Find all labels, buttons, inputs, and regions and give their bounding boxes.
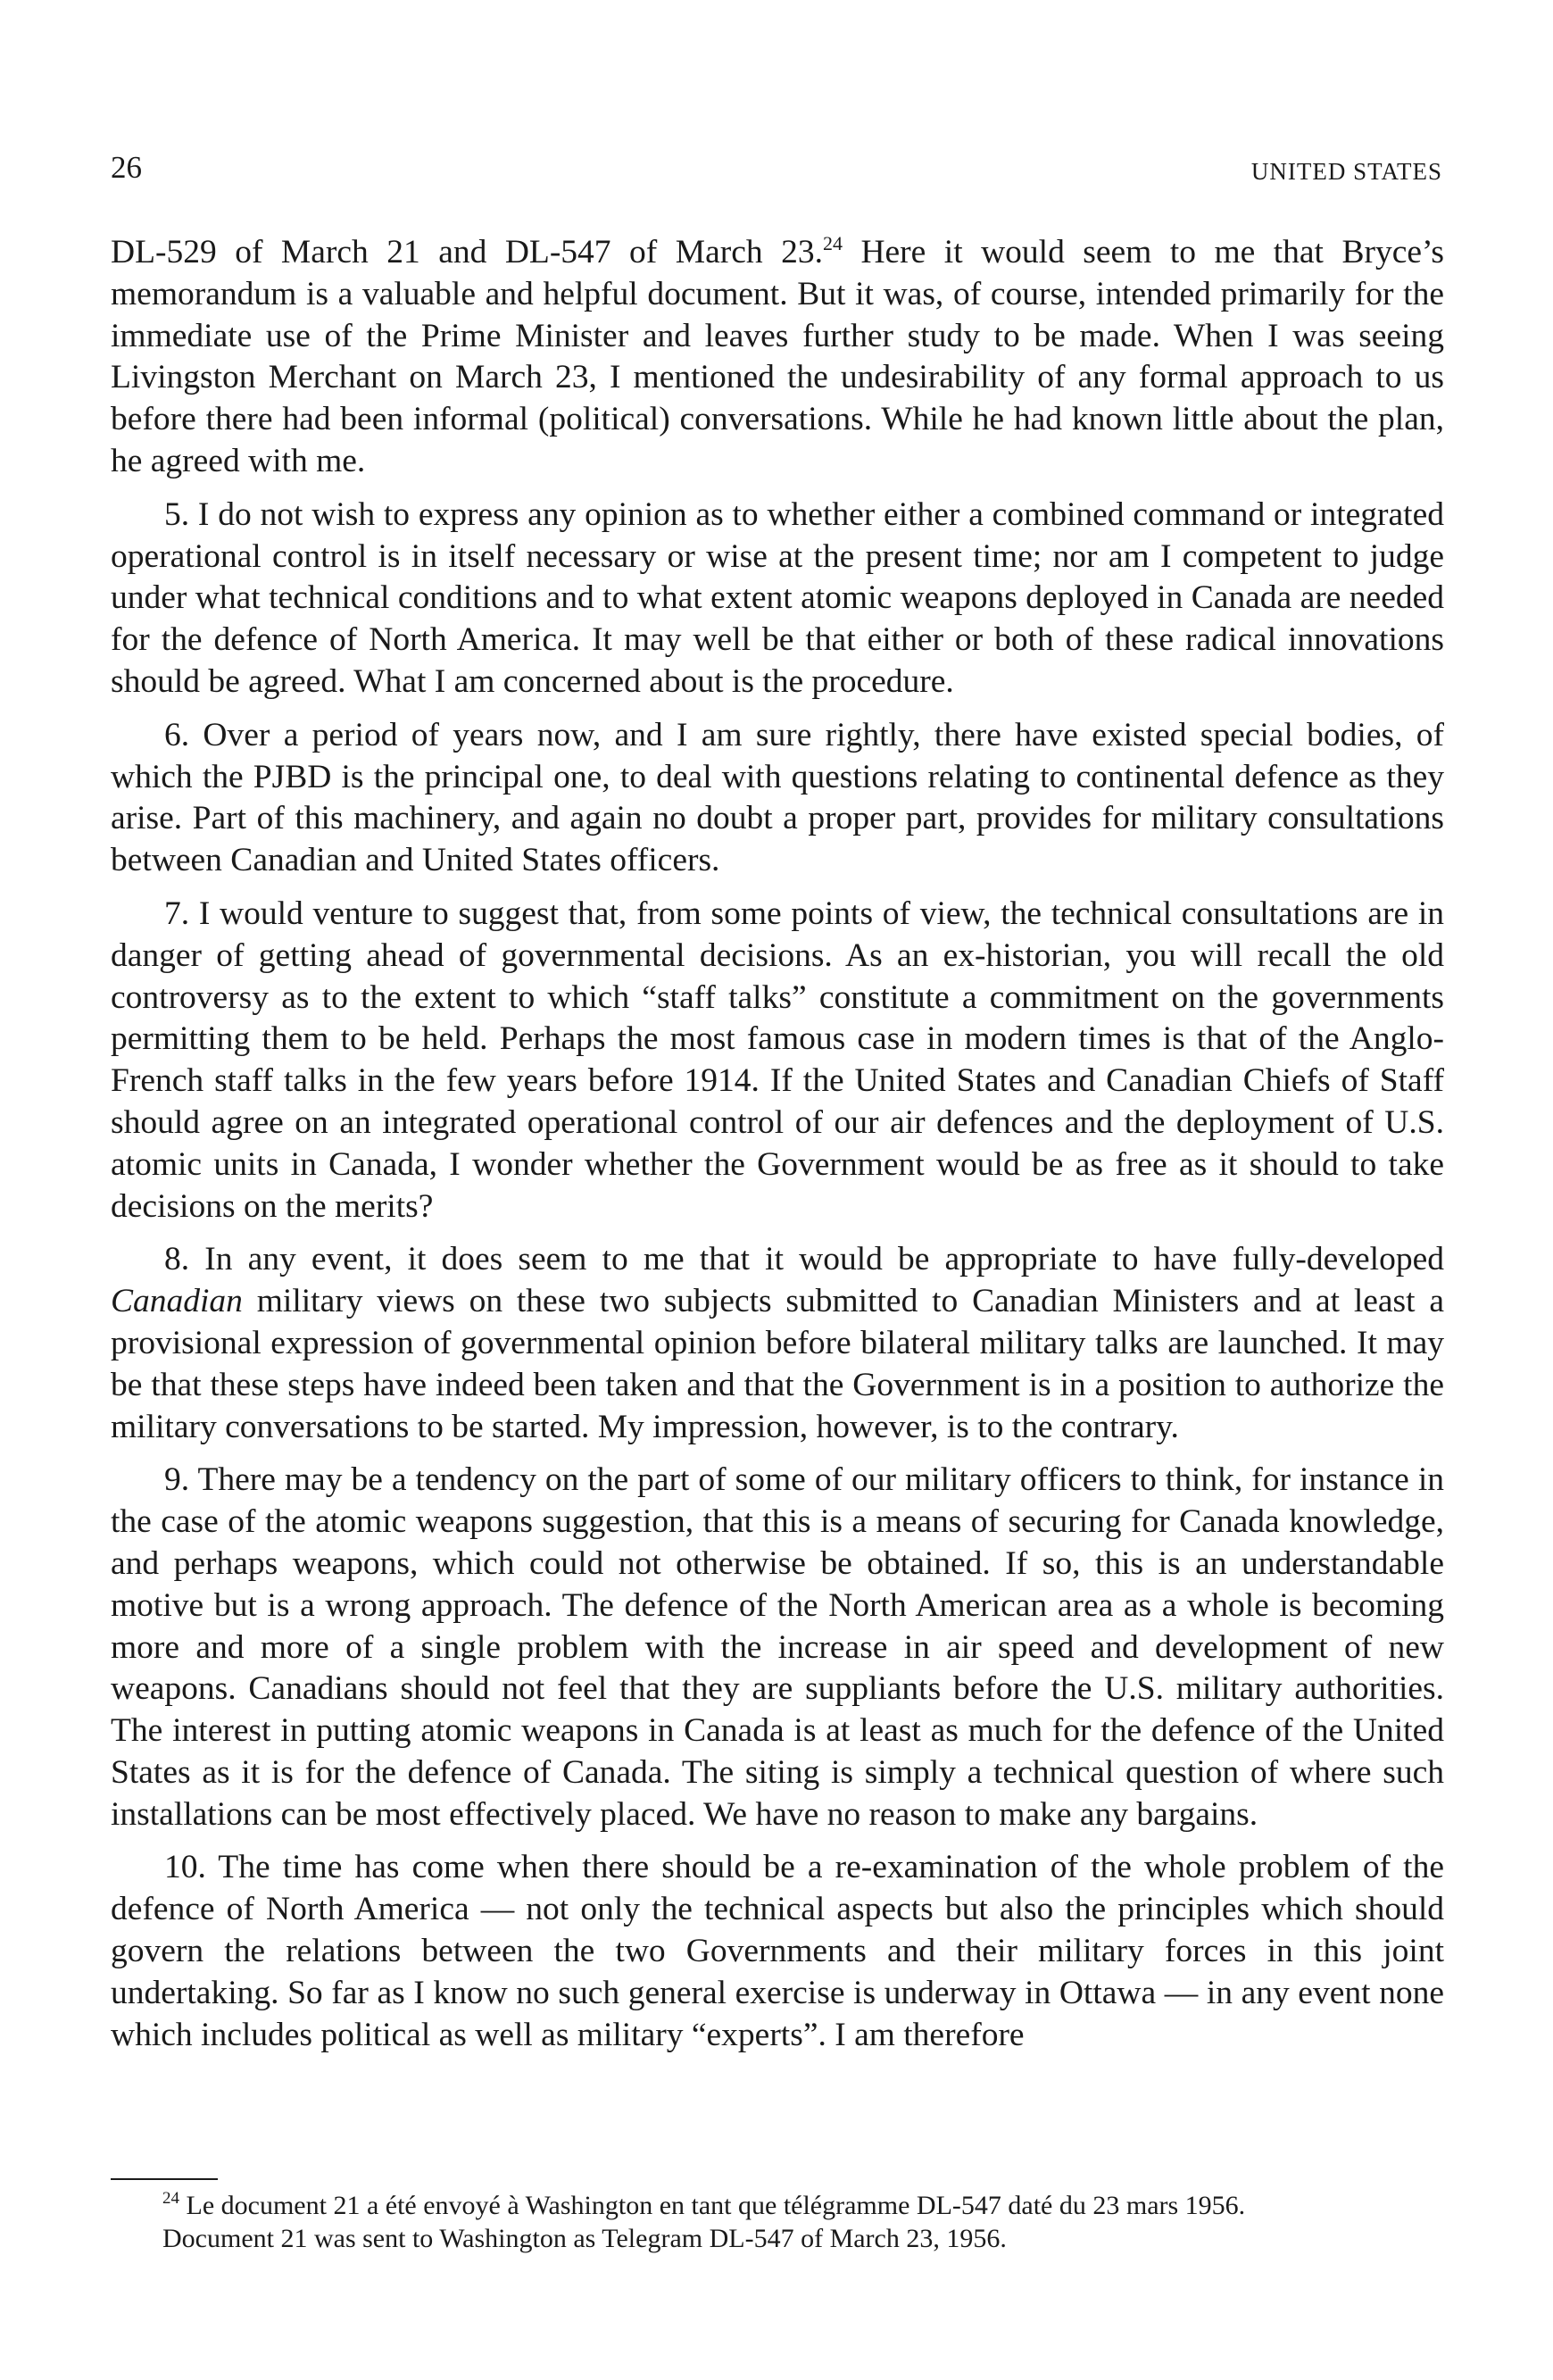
footnote-text: Le document 21 a été envoyé à Washington en tant que télégramme DL-547 daté du 23 mars 1956.	[186, 2191, 1246, 2220]
footnote-ref[interactable]: 24	[822, 232, 843, 254]
emphasis-canadian: Canadian	[111, 1283, 243, 1320]
paragraph-text: DL-529 of March 21 and DL-547 of March 23.	[111, 234, 823, 270]
paragraph-4-continued	[111, 232, 1444, 483]
paragraph-text: military views on these two subjects submitted to Canadian Ministers and at least a provisional expression of governmental opinion before bilateral military talks are launched. It may be that these steps have indeed been taken and that the Government is in a position to authorize the military conversations to be started. My impression, however, is to the contrary.	[111, 1283, 1444, 1445]
page-number: 26	[111, 150, 142, 185]
paragraph-text: Here it would seem to me that Bryce’s memorandum is a valuable and helpful document. But it was, of course, intended primarily for the immediate use of the Prime Minister and leaves further study to be made. When I was seeing Livingston Merchant on March 23, I mentioned the undesirability of any formal approach to us before there had been informal (political) conversations. While he had known little about the plan, he agreed with me.	[111, 234, 1445, 479]
paragraph-8	[111, 1239, 1444, 1448]
paragraph-7: 7. I would venture to suggest that, from some points of view, the technical consultations are in danger of getting ahead of governmental decisions. As an ex-historian, you will recall the old controversy as to the extent to which “staff talks” constitute a commitment on the governments permitting them to be held. Perhaps the most famous case in modern times is that of the Anglo-French staff talks in the few years before 1914. If the United States and Canadian Chiefs of Staff should agree on an integrated operational control of our air defences and the deployment of U.S. atomic units in Canada, I wonder whether the Government would be as free as it should to take decisions on the merits?	[111, 895, 1444, 1225]
paragraph-5: 5. I do not wish to express any opinion as to whether either a combined command or integrated operational control is in itself necessary or wise at the present time; nor am I competent to judge under what technical conditions and to what extent atomic weapons deployed in Canada are needed for the defence of North America. It may well be that either or both of these radical innovations should be agreed. What I am concerned about is the procedure.	[111, 495, 1444, 700]
footnote-24-french	[111, 2189, 1444, 2222]
footnote-divider	[111, 2178, 218, 2180]
body-text	[111, 232, 1444, 2068]
paragraph-6: 6. Over a period of years now, and I am sure rightly, there have existed special bodies, of which the PJBD is the principal one, to deal with questions relating to continental defence as they arise. Part of this machinery, and again no doubt a proper part, provides for military consultations between Canadian and United States officers.	[111, 716, 1444, 879]
paragraph-10: 10. The time has come when there should be a re-examination of the whole problem of the defence of North America — not only the technical aspects but also the principles which should govern the relations between the two Governments and their military forces in this joint undertaking. So far as I know no such general exercise is underway in Ottawa — in any event none which includes political as well as military “experts”. I am therefore	[111, 1849, 1444, 2053]
paragraph-text: 8. In any event, it does seem to me that it would be appropriate to have fully-developed	[164, 1241, 1444, 1278]
footnotes	[111, 2189, 1444, 2255]
footnote-marker: 24	[162, 2189, 179, 2208]
footnote-24-english: Document 21 was sent to Washington as Telegram DL-547 of March 23, 1956.	[162, 2224, 1007, 2253]
paragraph-9: 9. There may be a tendency on the part of some of our military officers to think, for instance in the case of the atomic weapons suggestion, that this is a means of securing for Canada knowledge, and perhaps weapons, which could not otherwise be obtained. If so, this is an understandable motive but is a wrong approach. The defence of the North American area as a whole is becoming more and more of a single problem with the increase in air speed and development of new weapons. Canadians should not feel that they are suppliants before the U.S. military authorities. The interest in putting atomic weapons in Canada is at least as much for the defence of the United States as it is for the defence of Canada. The siting is simply a technical question of where such installations can be most effectively placed. We have no reason to make any bargains.	[111, 1461, 1444, 1833]
running-head: UNITED STATES	[1250, 158, 1442, 185]
